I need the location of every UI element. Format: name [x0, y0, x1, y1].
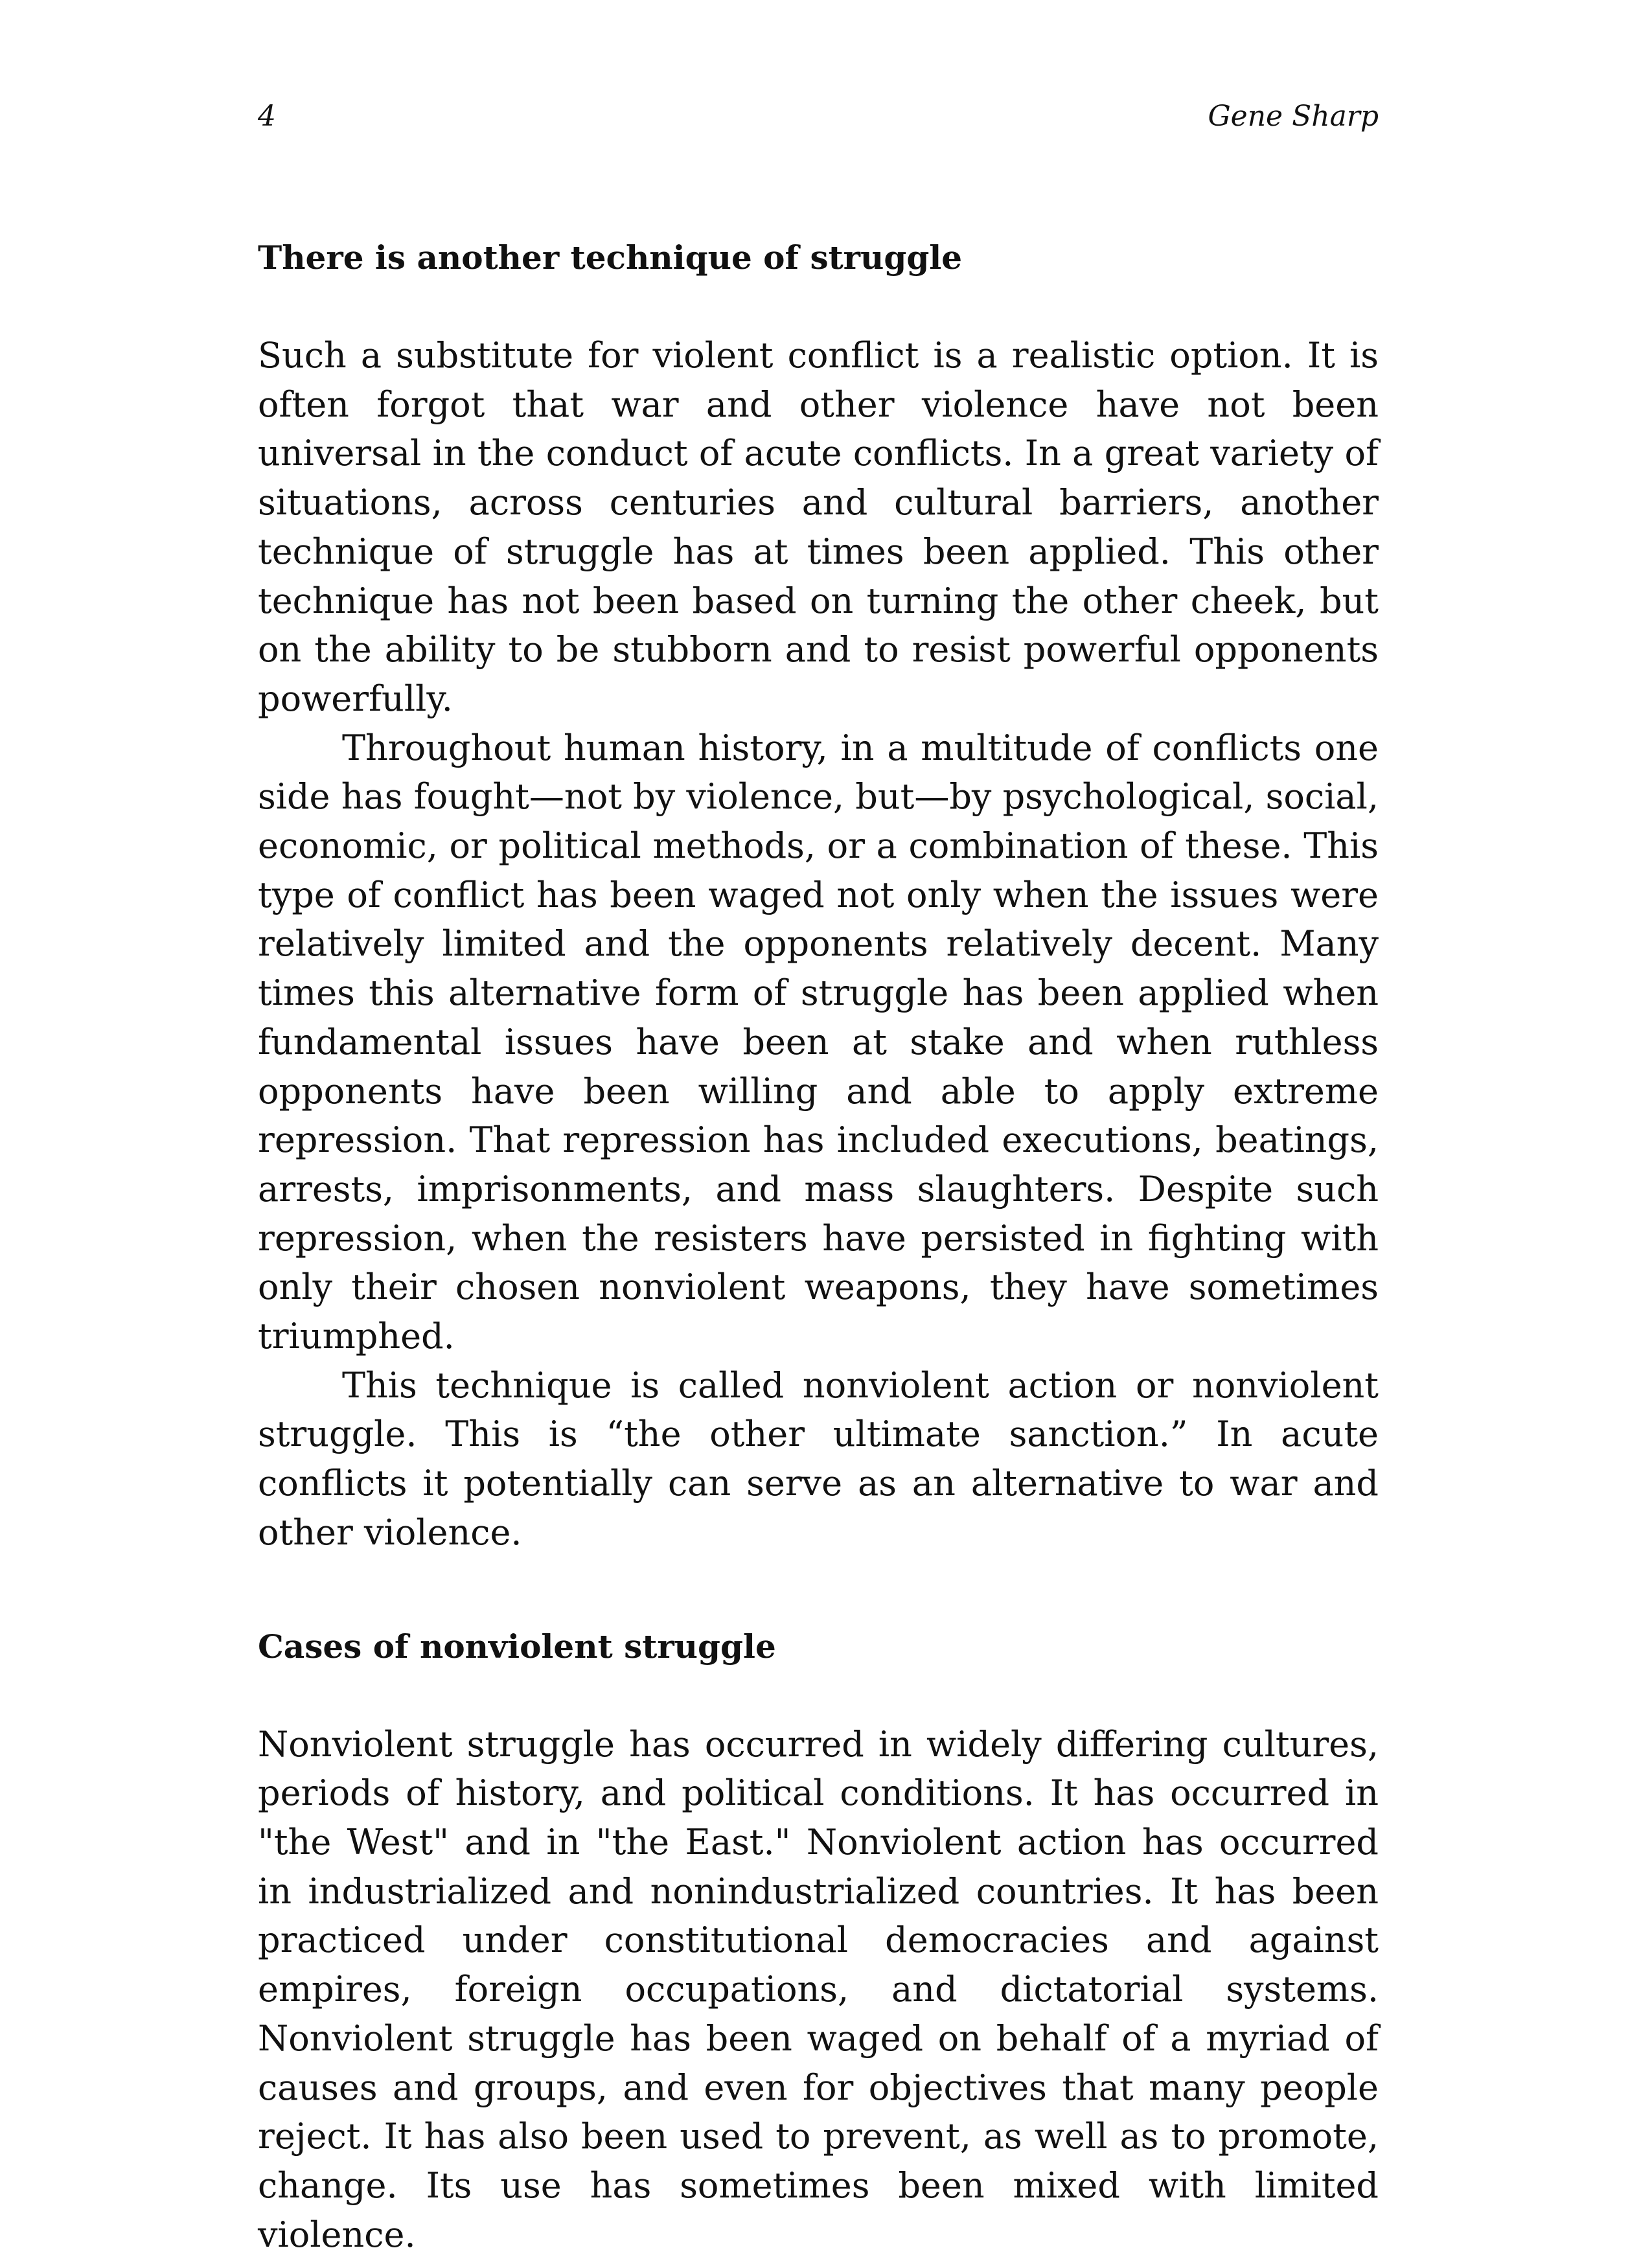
- running-header: [258, 97, 1379, 136]
- section-heading: There is another technique of struggle: [258, 238, 963, 277]
- document-page: [258, 97, 1379, 2259]
- section-spacer: [258, 1557, 1379, 1625]
- section-heading: Cases of nonviolent struggle: [258, 1627, 776, 1666]
- section-cases: [258, 1625, 1379, 2259]
- page-number: 4: [258, 100, 276, 133]
- body-paragraph: Nonviolent struggle has occurred in widely differing cultures, periods of history, and political conditions. It has occurred in "the West" and in "the East." Nonviolent action has occurred in industrialized and nonindustrialized countries. It has been practiced under constitutional democracies and against empires, foreign occupations, and dictatorial systems. Nonviolent struggle has been waged on behalf of a myriad of causes and groups, and even for objectives that many people reject. It has also been used to prevent, as well as to promote, change. Its use has sometimes been mixed with limited violence.: [258, 1723, 1379, 2255]
- running-author: Gene Sharp: [1208, 100, 1379, 133]
- body-paragraph: This technique is called nonviolent action or nonviolent struggle. This is “the other ultimate sanction.” In acute conflicts it potentially can serve as an alternative to war and other violence.: [258, 1364, 1379, 1553]
- section-another-technique: [258, 236, 1379, 1557]
- body-paragraph: Throughout human history, in a multitude of conflicts one side has fought—not by violence, but—by psychological, social, economic, or political methods, or a combination of these. This type of conflict has been waged not only when the issues were relatively limited and the opponents relatively decent. Many times this alternative form of struggle has been applied when fundamental issues have been at stake and when ruthless opponents have been willing and able to apply extreme repression. That repression has included executions, beatings, arrests, imprisonments, and mass slaughters. Despite such repression, when the resisters have persisted in fighting with only their chosen nonviolent weapons, they have sometimes triumphed.: [258, 727, 1379, 1357]
- body-paragraph: Such a substitute for violent conflict is a realistic option. It is often forgot that war and other violence have not been universal in the conduct of acute conflicts. In a great variety of situations, across centuries and cultural barriers, another technique of struggle has at times been applied. This other technique has not been based on turning the other cheek, but on the ability to be stubborn and to resist powerful opponents powerfully.: [258, 335, 1379, 719]
